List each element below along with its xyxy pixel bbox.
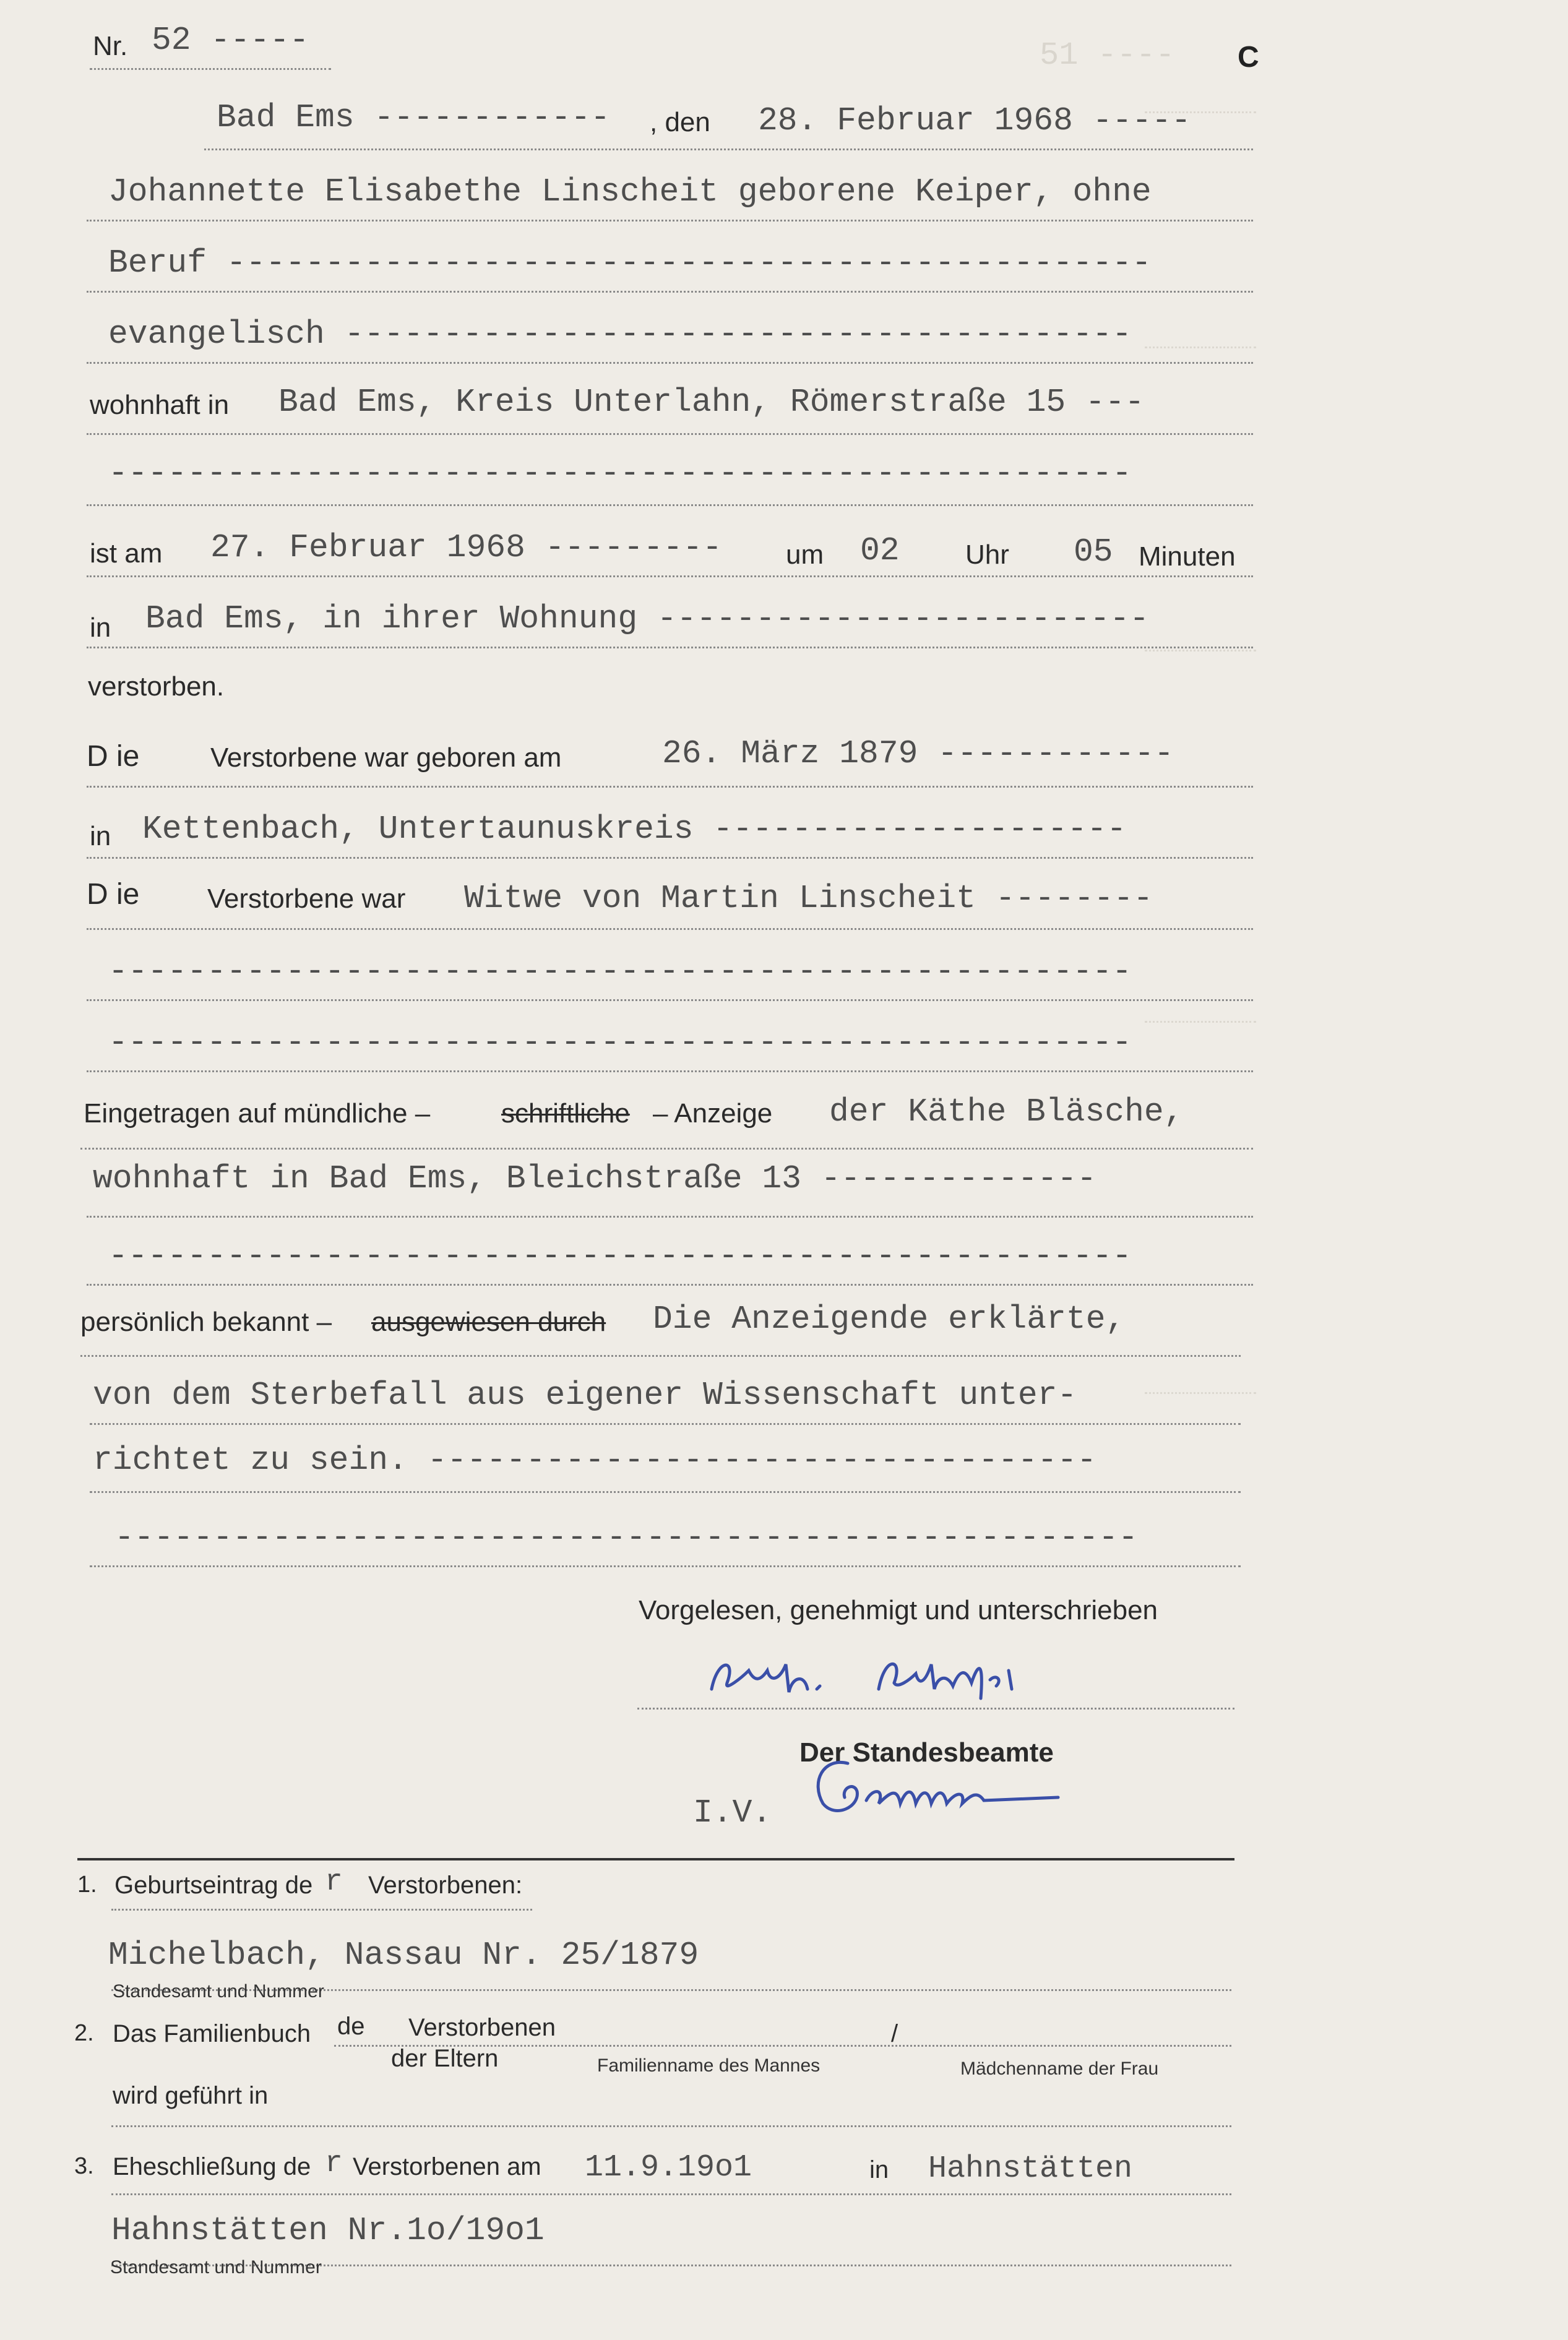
family-book-gefuehrt: wird geführt in xyxy=(113,2082,269,2109)
section-divider xyxy=(77,1858,1234,1860)
marriage-in: in xyxy=(869,2156,889,2183)
vorgelesen-text: Vorgelesen, genehmigt und unterschrieben xyxy=(639,1595,1158,1625)
schriftliche-struck: schriftliche xyxy=(501,1098,630,1129)
death-date: 27. Februar 1968 --------- xyxy=(210,529,722,566)
deceased-name-row xyxy=(87,158,1253,222)
place-date-row xyxy=(204,87,1253,150)
religion-row xyxy=(87,300,1253,364)
birth-entry-value: Michelbach, Nassau Nr. 25/1879 xyxy=(108,1937,699,1974)
marriage-r: r xyxy=(325,2147,343,2180)
anzeige-label: – Anzeige xyxy=(653,1098,773,1129)
ausgewiesen-struck: ausgewiesen durch xyxy=(371,1307,606,1337)
official-signature xyxy=(798,1745,1145,1825)
dash-row xyxy=(87,1222,1253,1286)
marriage-label-2: Verstorbenen am xyxy=(353,2153,541,2180)
informant-signature-row xyxy=(637,1646,1234,1710)
caption: Standesamt und Nummer xyxy=(113,1981,324,2002)
family-book-de: de xyxy=(337,2013,365,2040)
declaration-row xyxy=(90,1429,1241,1493)
geboren-label: Verstorbene war geboren am xyxy=(210,742,562,773)
birth-place-row xyxy=(87,795,1253,859)
dash-row xyxy=(87,937,1253,1001)
dash-line: ---------------------------------------------------- xyxy=(108,455,1132,492)
identification-row xyxy=(80,1293,1241,1357)
death-minute: 05 xyxy=(1074,533,1113,570)
death-date-row xyxy=(87,514,1253,577)
minuten-label: Minuten xyxy=(1139,541,1236,572)
residence-row xyxy=(87,371,1253,435)
family-book-eltern: der Eltern xyxy=(391,2045,499,2072)
iv-label: I.V. xyxy=(693,1794,772,1831)
marriage-date: 11.9.19o1 xyxy=(585,2150,752,2185)
record-number-label: Nr. xyxy=(93,31,128,61)
registry-place: Bad Ems ------------ xyxy=(217,99,611,136)
ghost-text: 51 ---- xyxy=(1040,37,1175,74)
caption: Standesamt und Nummer xyxy=(110,2257,322,2278)
record-number-row xyxy=(90,6,331,70)
eingetragen-label: Eingetragen auf mündliche – xyxy=(84,1098,431,1129)
die-label: D ie xyxy=(87,878,140,911)
family-book-verstorbenen: Verstorbenen xyxy=(408,2014,556,2041)
marital-status-row xyxy=(87,866,1253,930)
death-place-row xyxy=(87,585,1253,648)
declaration-text: richtet zu sein. ---------------------------------- xyxy=(93,1442,1097,1479)
verstorbene-war-label: Verstorbene war xyxy=(207,884,406,914)
family-book-slash: / xyxy=(891,2020,898,2047)
birth-place: Kettenbach, Untertaunuskreis --------------------- xyxy=(142,811,1127,848)
item-number: 3. xyxy=(74,2153,94,2179)
informant-address: wohnhaft in Bad Ems, Bleichstraße 13 -------------- xyxy=(93,1160,1097,1197)
birth-date: 26. März 1879 ------------ xyxy=(662,735,1174,772)
birth-entry-label-row xyxy=(77,1862,532,1911)
dash-row xyxy=(87,1009,1253,1072)
den-label: , den xyxy=(650,107,710,137)
dash-line: ---------------------------------------------------- xyxy=(108,1237,1132,1275)
corner-mark: C xyxy=(1238,41,1259,74)
residence-label: wohnhaft in xyxy=(90,390,230,420)
in-label: in xyxy=(90,613,111,643)
dash-line: ---------------------------------------------------- xyxy=(108,1024,1132,1061)
official-signature-row xyxy=(637,1788,1234,1838)
marriage-place: Hahnstätten xyxy=(928,2151,1133,2187)
birth-entry-label: Geburtseintrag de xyxy=(114,1872,313,1899)
family-book-label: Das Familienbuch xyxy=(113,2020,311,2047)
deceased-name: Johannette Elisabethe Linscheit geborene Keiper, ohne xyxy=(108,173,1152,210)
death-place: Bad Ems, in ihrer Wohnung ------------------------- xyxy=(145,600,1150,637)
marriage-entry-value: Hahnstätten Nr.1o/19o1 xyxy=(111,2212,545,2249)
item-number: 1. xyxy=(77,1872,97,1898)
occupation: Beruf ----------------------------------------------- xyxy=(108,244,1152,282)
ghost-line xyxy=(1145,650,1256,652)
in-label: in xyxy=(90,821,111,851)
declaration-text: von dem Sterbefall aus eigener Wissenschaft unter- xyxy=(93,1377,1077,1414)
ist-am-label: ist am xyxy=(90,538,163,569)
informant-signature xyxy=(699,1646,1132,1708)
standesbeamte-label: Der Standesbeamte xyxy=(799,1737,1054,1768)
record-number-value: 52 ----- xyxy=(152,22,309,59)
uhr-label: Uhr xyxy=(965,540,1009,570)
declaration-row xyxy=(90,1361,1241,1425)
family-book-row xyxy=(74,2008,1231,2047)
registry-date: 28. Februar 1968 ----- xyxy=(758,102,1191,139)
persoenlich-label: persönlich bekannt – xyxy=(80,1307,332,1337)
dash-line: ---------------------------------------------------- xyxy=(114,1519,1138,1556)
birth-entry-label-2: Verstorbenen: xyxy=(368,1872,523,1899)
marriage-row xyxy=(74,2144,1231,2195)
declaration-text: Die Anzeigende erklärte, xyxy=(653,1301,1126,1338)
birth-entry-r: r xyxy=(325,1865,343,1899)
marital-status: Witwe von Martin Linscheit -------- xyxy=(464,880,1153,917)
marriage-label: Eheschließung de xyxy=(113,2153,311,2180)
dash-line: ---------------------------------------------------- xyxy=(108,953,1132,990)
occupation-row xyxy=(87,229,1253,293)
informant-address-row xyxy=(87,1154,1253,1218)
religion: evangelisch ---------------------------------------- xyxy=(108,316,1132,353)
death-hour: 02 xyxy=(860,532,900,569)
um-label: um xyxy=(786,540,824,570)
family-book-husband-caption: Familienname des Mannes xyxy=(597,2055,821,2076)
die-label: D ie xyxy=(87,740,140,773)
dash-row xyxy=(90,1503,1241,1567)
item-number: 2. xyxy=(74,2020,94,2046)
verstorben-text: verstorben. xyxy=(88,671,225,702)
dash-row xyxy=(87,442,1253,506)
family-book-location-row xyxy=(111,2073,1231,2127)
family-book-wife-caption: Mädchenname der Frau xyxy=(960,2058,1159,2079)
informant-name: der Käthe Bläsche, xyxy=(829,1093,1184,1130)
residence-value: Bad Ems, Kreis Unterlahn, Römerstraße 15 --- xyxy=(278,384,1145,421)
registration-row xyxy=(80,1086,1253,1150)
birth-date-row xyxy=(87,724,1253,788)
